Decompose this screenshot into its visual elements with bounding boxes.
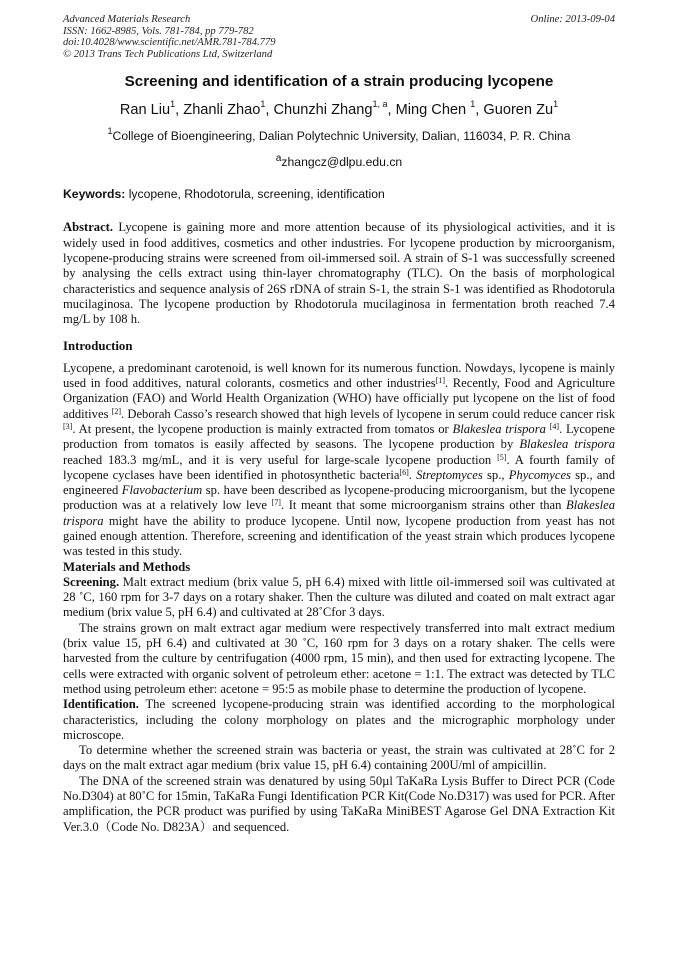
keywords [63,187,615,202]
keywords-label: Keywords: [63,187,126,202]
genus-name: Streptomyces [416,467,483,482]
identification-paragraph-2: To determine whether the screened strain was bacteria or yeast, the strain was cultivated at 28˚C for 2 days on the malt extract agar medium (brix value 15, pH 6.4) containing 200U/ml of ampicillin. [63,743,615,773]
author-affil-mark: 1 [470,99,476,110]
author-name: Chunzhi Zhang [273,102,373,119]
section-heading-introduction: Introduction [63,339,133,354]
genus-name: Flavobacterium [121,483,203,498]
species-name: Blakeslea trispora [452,421,546,436]
citation-ref[interactable]: [6] [399,467,409,477]
species-name: Blakeslea trispora [519,437,615,452]
paper-page [63,14,615,835]
affiliation: $^1$College of Bioengineering, Dalian Polytechnic University, Dalian, 116034, P. R. China [107,126,571,144]
identification-paragraph: Identification. The screened lycopene-producing strain was identified according to the morphological characteristics, including the colony morphology on plates and the micrographic morphology under microscope. [63,697,615,742]
genus-name: Phycomyces [508,467,571,482]
keywords-text: lycopene, Rhodotorula, screening, identification [125,187,385,202]
section-heading-methods: Materials and Methods [63,559,191,574]
author-affil-mark: 1 [553,99,559,110]
abstract-text: Lycopene is gaining more and more attention because of its physiological activities, and it is widely used in food additives, cosmetics and other industries. For lycopene production by microorganism, lycopene-producing strains were screened from oil-immersed soil. A strain of S-1 was successfully screened by analysing the cells extract using thin-layer chromatography (TLC). On the basis of morphological characteristics and sequence analysis of 26S rDNA of strain S-1, the strain S-1 was identified as Rhodotorula mucilaginosa. The lycopene production by Rhodotorula mucilaginosa in fermentation broth reached 7.4 mg/L by 108 h. [63,220,615,327]
doi-line: doi:10.4028/www.scientific.net/AMR.781-784.779 [63,37,276,49]
abstract [63,220,615,327]
citation-ref[interactable]: [1] [435,376,446,386]
citation-ref[interactable]: [3] [63,421,73,431]
author-name: Ran Liu [119,102,171,119]
journal-name: Advanced Materials Research [63,14,191,25]
author-email: $^a$zhangcz@dlpu.edu.cn [275,153,403,170]
screening-paragraph-2: The strains grown on malt extract agar medium were respectively transferred into malt extract medium (brix value 15, pH 6.4) and cultivated at 30 ˚C, 160 rpm for 3 days on a rotary shaker. The cells were harvested from the culture by centrifugation (4000 rpm, 15 min), and then used for extracting lycopene. The cells were extracted with organic solvent of petroleum ether: acetone = 1:1. The extract was detected by TLC method using petroleum ether: acetone = 95:5 as mobile phase to determine the production of lycopene. [63,620,615,696]
abstract-label: Abstract. [63,220,114,235]
citation-ref[interactable]: [4] [549,421,560,431]
identification-paragraph-3: The DNA of the screened strain was denatured by using 50µl TaKaRa Lysis Buffer to Direct PCR (Code No.D304) at 80˚C for 15min, TaKaRa Fungi Identification PCR Kit(Code No.D317) was used for PCR. After amplification, the PCR product was purified by using TaKaRa MiniBEST Agarose Gel DNA Extraction Kit Ver.3.0（Code No. D823A）and sequenced. [63,773,615,834]
introduction-paragraph: Lycopene, a predominant carotenoid, is well known for its numerous function. Nowdays, lycopene is mainly used in food additives, natural colorants, cosmetics and other industries[1]. Recently, Food and Agriculture Organization (FAO) and World Health Organization (WHO) have officially put lycopene on the list of food additives [2]. Deborah Casso’s research showed that high levels of lycopene in serum could reduce cancer risk [3]. At present, the lycopene production is mainly extracted from tomatos or Blakeslea trispora [4]. Lycopene production from tomatos is easily affected by seasons. The lycopene production by Blakeslea trispora reached 183.3 mg/mL, and it is very useful for large-scale lycopene production [5]. A fourth family of lycopene cyclases have been identified in photosynthetic bacteria[6]. Streptomyces sp., Phycomyces sp., and engineered Flavobacterium sp. have been described as lycopene-producing microorganism, but the lycopene production was at a relatively low leve [7]. It meant that some microorganism strains other than Blakeslea trispora might have the ability to produce lycopene. Until now, lycopene production from yeast has not gained enough attention. Therefore, screening and identification of the yeast strain which produces lycopene was tested in this study. [63,360,616,559]
citation-ref[interactable]: [5] [497,452,507,462]
online-date: Online: 2013-09-04 [530,14,615,25]
issn-line: ISSN: 1662-8985, Vols. 781-784, pp 779-782 [63,25,254,37]
copyright-line: © 2013 Trans Tech Publications Ltd, Switzerland [63,48,273,60]
author-affil-mark: 1 [170,99,176,110]
author-affil-mark: 1, a [372,99,388,110]
author-list: Ran Liu$^1$, Zhanli Zhao$^1$, Chunzhi Zhang$^{1, a}$, Ming Chen $^1$, Guoren Zu$^1$ [119,99,559,119]
author-name: Zhanli Zhao [183,102,261,119]
author-name: Guoren Zu [483,102,554,119]
email-link[interactable]: zhangcz@dlpu.edu.cn [281,155,403,170]
citation-ref[interactable]: [7] [271,498,281,508]
author-name: Ming Chen [395,102,471,119]
screening-paragraph: Screening. Malt extract medium (brix value 5, pH 6.4) mixed with little oil-immersed soil was cultivated at 28 ˚C, 160 rpm for 3-7 days on a rotary shaker. Then the culture was diluted and coated on malt extract agar medium (brix value 5, pH 6.4) and cultivated at 28˚Cfor 3 days. [63,574,615,620]
author-affil-mark: 1 [260,99,266,110]
citation-ref[interactable]: [2] [111,406,122,416]
species-name: Blakeslea trispora [63,498,615,528]
paper-title: Screening and identification of a strain producing lycopene [124,73,554,91]
journal-header [63,14,615,60]
identification-label: Identification. [63,697,139,712]
screening-label: Screening. [63,574,120,589]
